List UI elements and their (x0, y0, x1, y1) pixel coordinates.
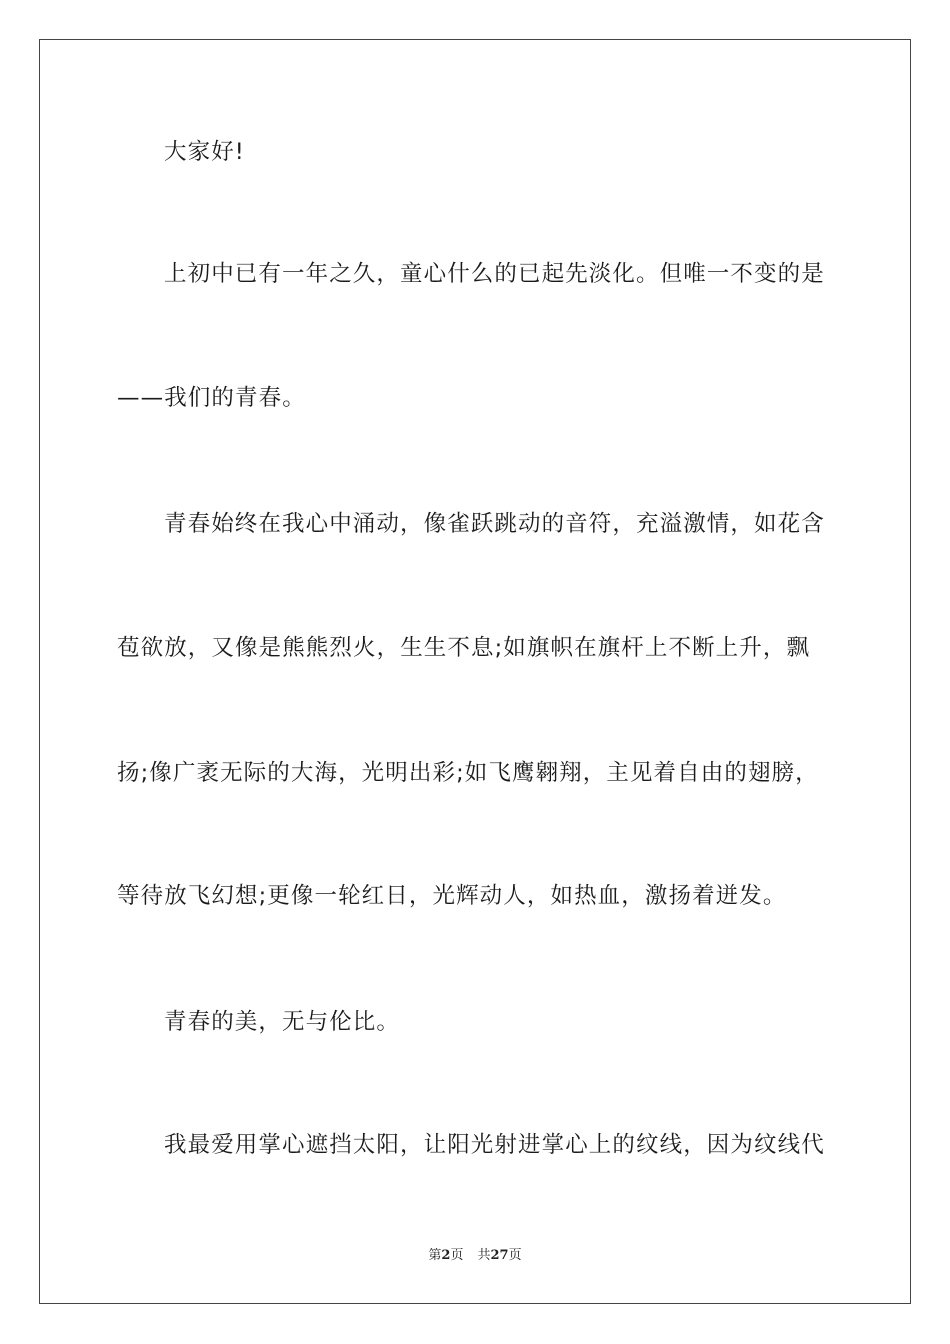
paragraph-line: 青春的美，无与伦比。 (164, 1009, 401, 1035)
page-suffix: 页 (450, 1248, 464, 1263)
paragraph-line: 青春始终在我心中涌动，像雀跃跳动的音符，充溢激情，如花含 (164, 511, 825, 537)
page-prefix: 第 (428, 1248, 442, 1263)
paragraph-line: ——我们的青春。 (117, 385, 306, 411)
total-prefix: 共 (477, 1248, 491, 1263)
current-page-number: 2 (441, 1248, 451, 1263)
paragraph-line: 苞欲放，又像是熊熊烈火，生生不息;如旗帜在旗杆上不断上升，飘 (117, 635, 811, 661)
paragraph-line: 等待放飞幻想;更像一轮红日，光辉动人，如热血，激扬着迸发。 (117, 883, 787, 909)
page-border (39, 39, 911, 1304)
paragraph-line: 扬;像广袤无际的大海，光明出彩;如飞鹰翱翔，主见着自由的翅膀， (117, 760, 819, 786)
page-footer (0, 1247, 950, 1265)
total-pages-number: 27 (490, 1248, 509, 1263)
paragraph-line: 我最爱用掌心遮挡太阳，让阳光射进掌心上的纹线，因为纹线代 (164, 1132, 825, 1158)
paragraph-line: 上初中已有一年之久，童心什么的已起先淡化。但唯一不变的是 (164, 261, 825, 287)
paragraph-line: 大家好! (164, 139, 245, 165)
total-suffix: 页 (508, 1248, 522, 1263)
